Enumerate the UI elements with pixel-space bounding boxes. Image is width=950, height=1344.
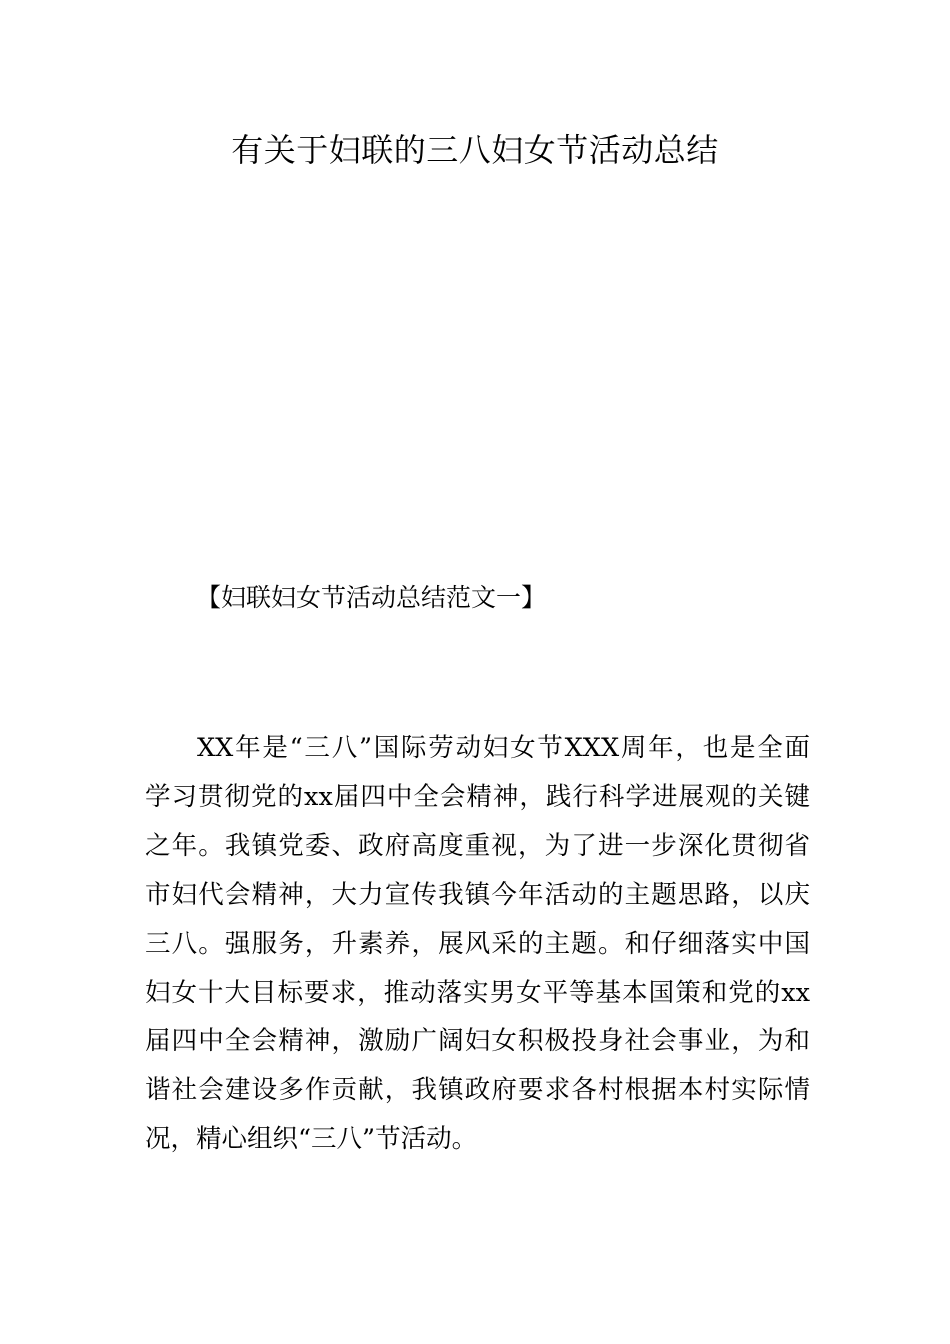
section-heading: 【妇联妇女节活动总结范文一】	[196, 583, 547, 612]
paragraph-line: 妇女十大目标要求，推动落实男女平等基本国策和党的xx	[145, 977, 810, 1008]
document-title: 有关于妇联的三八妇女节活动总结	[231, 131, 719, 169]
paragraph-line: 之年。我镇党委、政府高度重视，为了进一步深化贯彻省	[145, 830, 810, 861]
body-paragraph	[145, 724, 810, 1164]
paragraph-line: XX年是“三八”国际劳动妇女节XXX周年，也是全面	[197, 733, 810, 763]
paragraph-line: 三八。强服务，升素养，展风采的主题。和仔细落实中国	[145, 928, 810, 959]
paragraph-line: 届四中全会精神，激励广阔妇女积极投身社会事业，为和	[145, 1026, 810, 1057]
paragraph-line: 况，精心组织“三八”节活动。	[145, 1124, 478, 1155]
paragraph-line: 学习贯彻党的xx届四中全会精神，践行科学进展观的关键	[145, 781, 810, 812]
paragraph-line: 谐社会建设多作贡献，我镇政府要求各村根据本村实际情	[145, 1075, 810, 1106]
paragraph-line: 市妇代会精神，大力宣传我镇今年活动的主题思路，以庆	[145, 879, 810, 910]
